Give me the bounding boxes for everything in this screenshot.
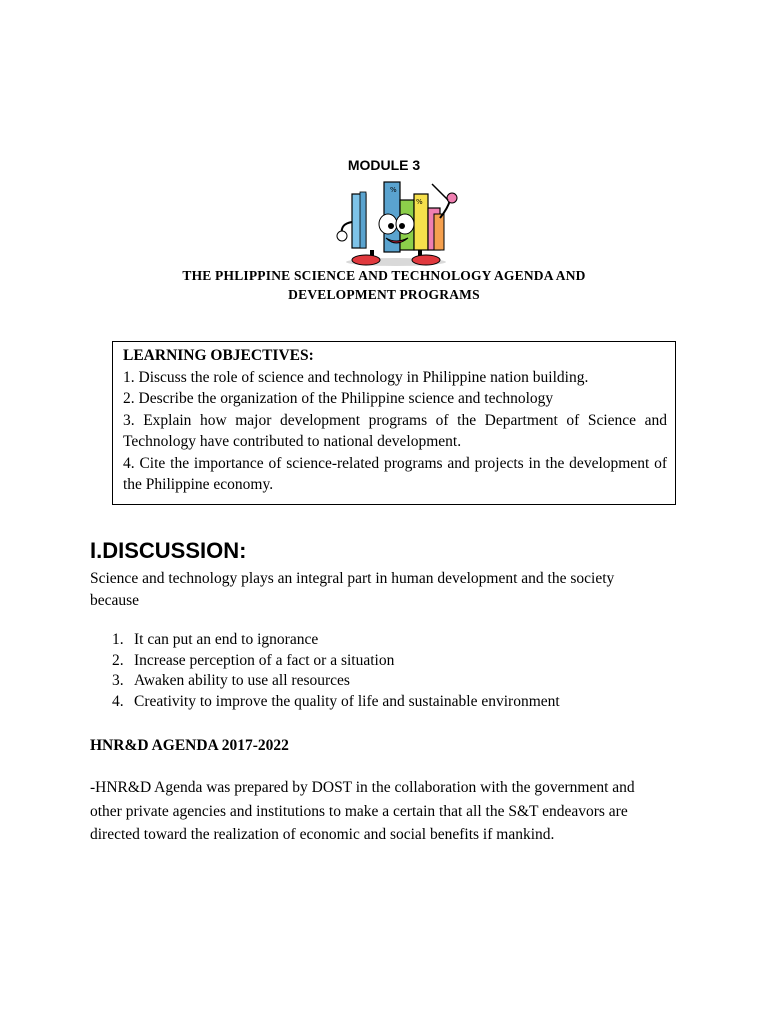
list-item-number: 2. [112,651,124,669]
list-item-number: 4. [112,692,124,710]
title-line-1: THE PHLIPPINE SCIENCE AND TECHNOLOGY AGENDA AND [182,268,586,283]
list-item-text: Creativity to improve the quality of life and sustainable environment [134,692,560,710]
agenda-heading: HNR&D AGENDA 2017-2022 [90,737,289,754]
objective-item-4: 4. Cite the importance of science-related programs and projects in the development of the Philippine economy. [123,454,667,493]
list-item-number: 1. [112,631,124,648]
module-label: MODULE 3 [347,157,421,173]
list-item-text: It can put an end to ignorance [134,631,319,648]
list-item [112,630,672,651]
list-item [112,651,672,672]
discussion-intro: Science and technology plays an integral part in human development and the society because [90,570,615,609]
objective-item-2: 2. Describe the organization of the Philippine science and technology [123,390,554,407]
page-title [0,266,768,304]
reasons-list [112,630,672,712]
list-item [112,692,672,713]
list-item-number: 3. [112,672,124,689]
learning-objectives-box [112,341,676,505]
discussion-heading: I.DISCUSSION: [90,538,247,563]
svg-text:%: % [416,198,423,206]
agenda-paragraph: -HNR&D Agenda was prepared by DOST in the collaboration with the government and other private agencies and institutions to make a certain that all the S&T endeavors are directed toward the realization of economic and social benefits if mankind. [90,779,635,843]
title-line-2: DEVELOPMENT PROGRAMS [288,287,480,302]
bar-chart-mascot-icon [330,178,462,268]
list-item [112,671,672,692]
objective-item-3: 3. Explain how major development programs of the Department of Science and Technology have contributed to national development. [123,411,667,450]
list-item-text: Increase perception of a fact or a situation [134,651,395,669]
objective-item-1: 1. Discuss the role of science and technology in Philippine nation building. [123,368,589,386]
list-item-text: Awaken ability to use all resources [134,672,350,689]
svg-text:%: % [390,186,397,194]
objectives-heading: LEARNING OBJECTIVES: [123,347,314,364]
